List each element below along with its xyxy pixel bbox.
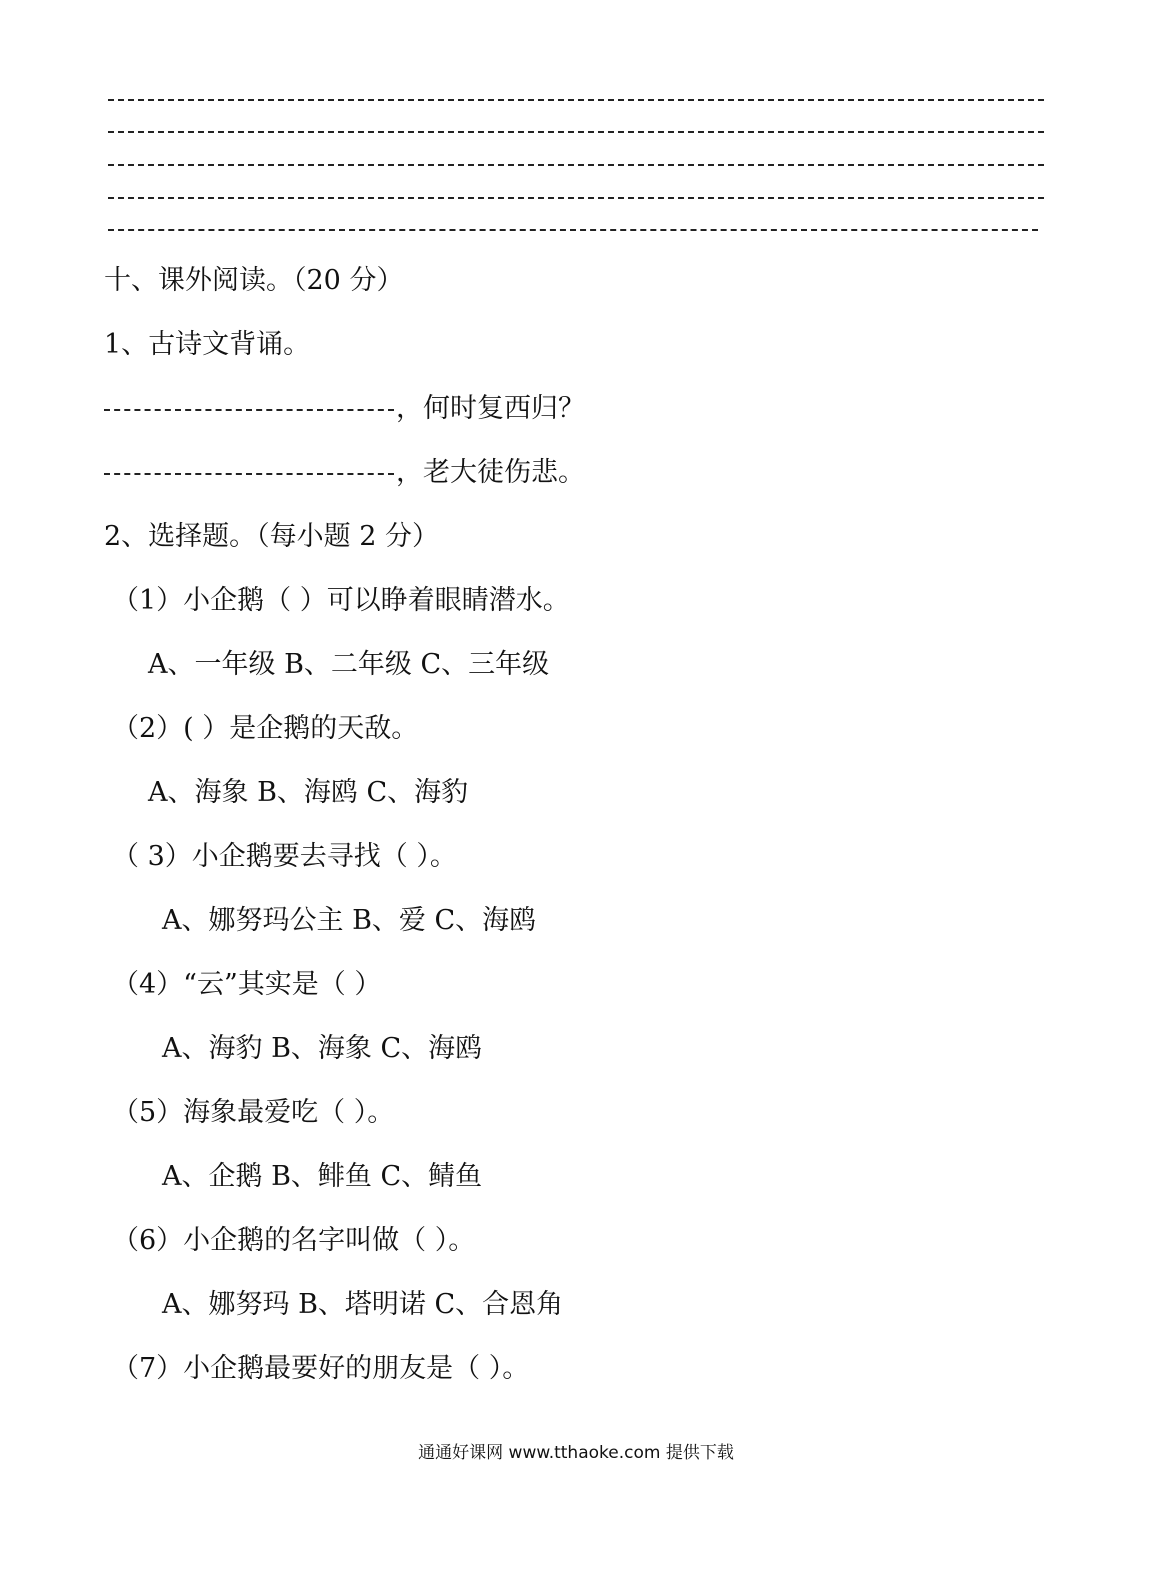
options-2: A、海象 B、海鸥 C、海豹 [148,777,469,808]
question-3: （ 3）小企鹅要去寻找（ ）。 [112,841,457,872]
options-3: A、娜努玛公主 B、爱 C、海鸥 [162,905,537,936]
options-6: A、娜努玛 B、塔明诺 C、合恩角 [162,1289,564,1320]
answer-line-3 [108,164,1044,166]
footer-text: 通通好课网 www.tthaoke.com 提供下载 [418,1443,734,1463]
poem-blank-1[interactable] [104,409,394,411]
options-4: A、海豹 B、海象 C、海鸥 [162,1033,483,1064]
q2-title: 2、选择题。（每小题 2 分） [104,521,440,552]
section-heading: 十、课外阅读。（20 分） [104,265,404,296]
answer-line-1 [108,99,1044,101]
poem-line-2 [104,456,585,490]
options-5: A、企鹅 B、鲱鱼 C、鲭鱼 [162,1161,483,1192]
options-1: A、一年级 B、二年级 C、三年级 [148,649,550,680]
question-6: （6）小企鹅的名字叫做（ ）。 [112,1225,476,1256]
question-4: （4）“云”其实是（ ） [112,969,382,1000]
answer-line-5 [108,229,1038,231]
question-7: （7）小企鹅最要好的朋友是（ ）。 [112,1353,530,1384]
question-2: （2）( ）是企鹅的天敌。 [112,713,419,744]
answer-line-2 [108,131,1044,133]
answer-line-4 [108,197,1044,199]
question-1: （1）小企鹅（ ）可以睁着眼睛潜水。 [112,585,570,616]
poem-line-1-text: ，何时复西归？ [396,393,585,424]
poem-line-2-text: ，老大徒伤悲。 [396,457,585,488]
question-5: （5）海象最爱吃（ ）。 [112,1097,395,1128]
q1-title: 1、古诗文背诵。 [104,329,311,360]
poem-blank-2[interactable] [104,473,394,475]
poem-line-1 [104,392,585,426]
